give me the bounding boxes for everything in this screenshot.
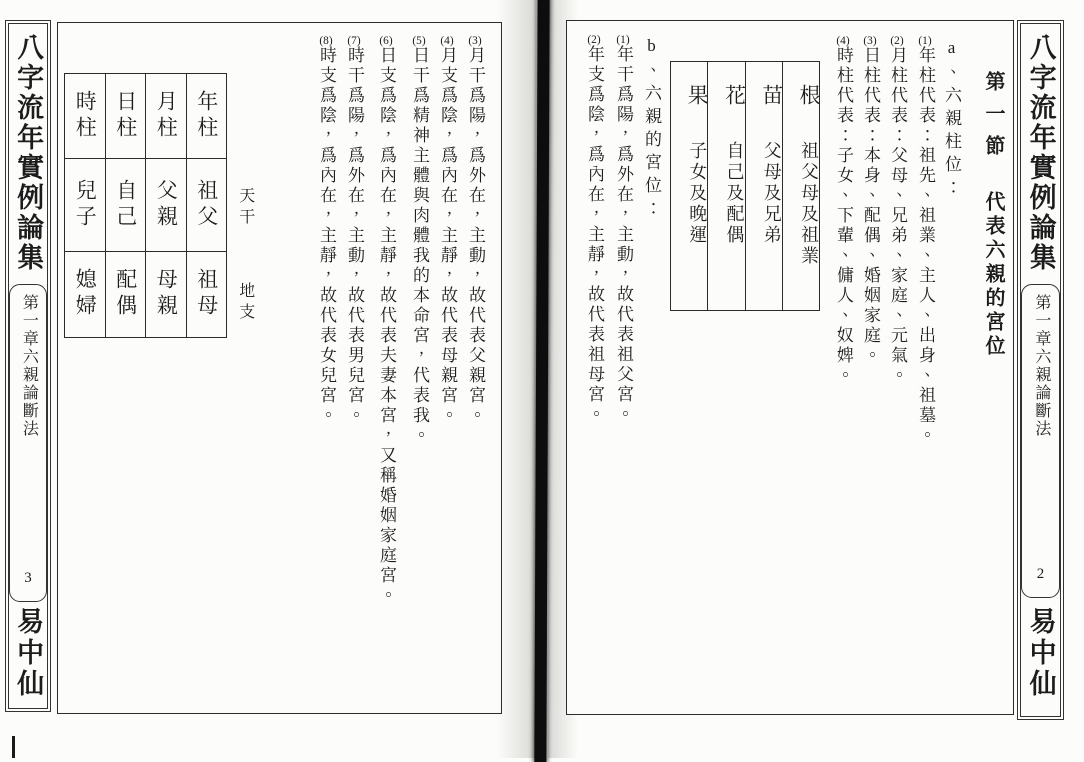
item-text: 年柱代表：祖先、祖業、主人、出身、祖墓。 (916, 46, 935, 446)
table-column-year (186, 74, 227, 337)
publisher-name: 易中仙 (13, 607, 44, 700)
list-item (916, 34, 934, 446)
table-column-sprout (745, 62, 782, 310)
item-number: (1) (616, 33, 630, 45)
left-page-sidebar (5, 20, 51, 712)
book-title: 八字流年實例論集 (1025, 33, 1056, 273)
list-item (377, 34, 395, 606)
left-page-number: 3 (24, 570, 32, 586)
stage-desc: 子女及晚運 (687, 141, 708, 246)
right-page-frame (566, 20, 1014, 715)
page-curl-shadow-left (497, 0, 536, 758)
item-text: 月柱代表：父母、兄弟、家庭、元氣。 (888, 46, 907, 386)
table-cell: 母親 (146, 251, 186, 336)
item-text: 日干爲精神主體與肉體我的本命宮，代表我。 (410, 46, 429, 446)
branch-row-label: 地支 (236, 282, 254, 324)
item-text: 日支爲陰，爲內在，主靜，故代表夫妻本宮，又稱婚姻家庭宮。 (377, 46, 396, 606)
item-number: (6) (379, 34, 393, 46)
item-number: (4) (440, 34, 454, 46)
section-number: 第一節 (982, 71, 1004, 167)
chapter-title: 第一章六親論斷法 (20, 294, 38, 438)
table-cell: 祖母 (187, 251, 227, 336)
item-text: 月干爲陽，爲外在，主動，故代表父親宮。 (466, 46, 485, 426)
left-chapter-box (9, 284, 47, 602)
table-cell: 時柱 (73, 90, 98, 142)
stage-label: 根 (797, 84, 821, 109)
stage-desc: 祖父母及祖業 (799, 141, 819, 267)
stage-label: 果 (685, 84, 710, 109)
list-item (438, 34, 456, 426)
table-cell: 兒子 (65, 158, 105, 251)
stage-label: 花 (722, 84, 747, 109)
table-cell: 媳婦 (65, 251, 105, 336)
table-cell: 自己 (106, 158, 146, 251)
stage-desc: 父母及兄弟 (761, 141, 782, 246)
table-column-flower (707, 62, 747, 310)
book-title: 八字流年實例論集 (13, 33, 44, 273)
item-number: (2) (587, 33, 601, 45)
item-number: (2) (890, 34, 904, 46)
item-number: (7) (347, 34, 361, 46)
table-column-root (782, 62, 819, 310)
pillar-family-table (64, 73, 227, 338)
subsection-b-heading: b、六親的宮位： (642, 36, 661, 222)
item-number: (3) (468, 34, 482, 46)
right-chapter-box (1021, 284, 1060, 598)
item-text: 時支爲陰，爲內在，主靜，故代表女兒宮。 (317, 46, 336, 426)
table-column-day (105, 74, 146, 337)
stage-desc: 自己及配偶 (724, 141, 745, 246)
right-page-sidebar (1017, 20, 1064, 720)
list-item (614, 33, 632, 425)
left-page-frame (57, 22, 502, 714)
item-number: (1) (918, 34, 932, 46)
table-cell: 日柱 (113, 90, 138, 142)
table-cell: 年柱 (194, 90, 219, 142)
subsection-a-heading: a、六親柱位： (942, 38, 961, 201)
table-cell: 配偶 (106, 251, 146, 336)
stage-label: 苗 (759, 84, 784, 109)
section-title: 代表六親的宮位 (982, 191, 1004, 359)
stem-row-label: 天干 (236, 187, 254, 229)
item-number: (4) (836, 34, 850, 46)
chapter-title: 第一章六親論斷法 (1032, 294, 1050, 438)
item-number: (5) (412, 34, 426, 46)
table-column-month (145, 74, 186, 337)
section-heading (982, 71, 1003, 359)
list-item (888, 34, 906, 386)
list-item (410, 34, 428, 446)
item-text: 月支爲陰，爲內在，主靜，故代表母親宮。 (438, 46, 457, 426)
list-item (317, 34, 335, 426)
table-column-fruit (671, 62, 710, 310)
item-number: (8) (319, 34, 333, 46)
table-cell: 月柱 (154, 90, 179, 142)
list-item (834, 34, 852, 386)
table-column-hour (65, 74, 105, 337)
scan-edge-artifact (12, 736, 15, 758)
item-text: 年干爲陽，爲外在，主動，故代表祖父宮。 (614, 45, 633, 425)
table-cell: 父親 (146, 158, 186, 251)
list-item (466, 34, 484, 426)
item-text: 日柱代表：本身、配偶、婚姻家庭。 (861, 46, 880, 366)
item-text: 時干爲陽，爲外在，主動，故代表男兒宮。 (345, 46, 364, 426)
list-item (345, 34, 363, 426)
publisher-name: 易中仙 (1025, 607, 1056, 700)
list-item (861, 34, 879, 366)
item-number: (3) (863, 34, 877, 46)
growth-stage-table (670, 61, 820, 311)
list-item (585, 33, 603, 425)
item-text: 時柱代表：子女、下輩、傭人、奴婢。 (834, 46, 853, 386)
table-cell: 祖父 (187, 158, 227, 251)
item-text: 年支爲陰，爲內在，主靜，故代表祖母宮。 (585, 45, 604, 425)
right-page-number: 2 (1036, 566, 1045, 582)
